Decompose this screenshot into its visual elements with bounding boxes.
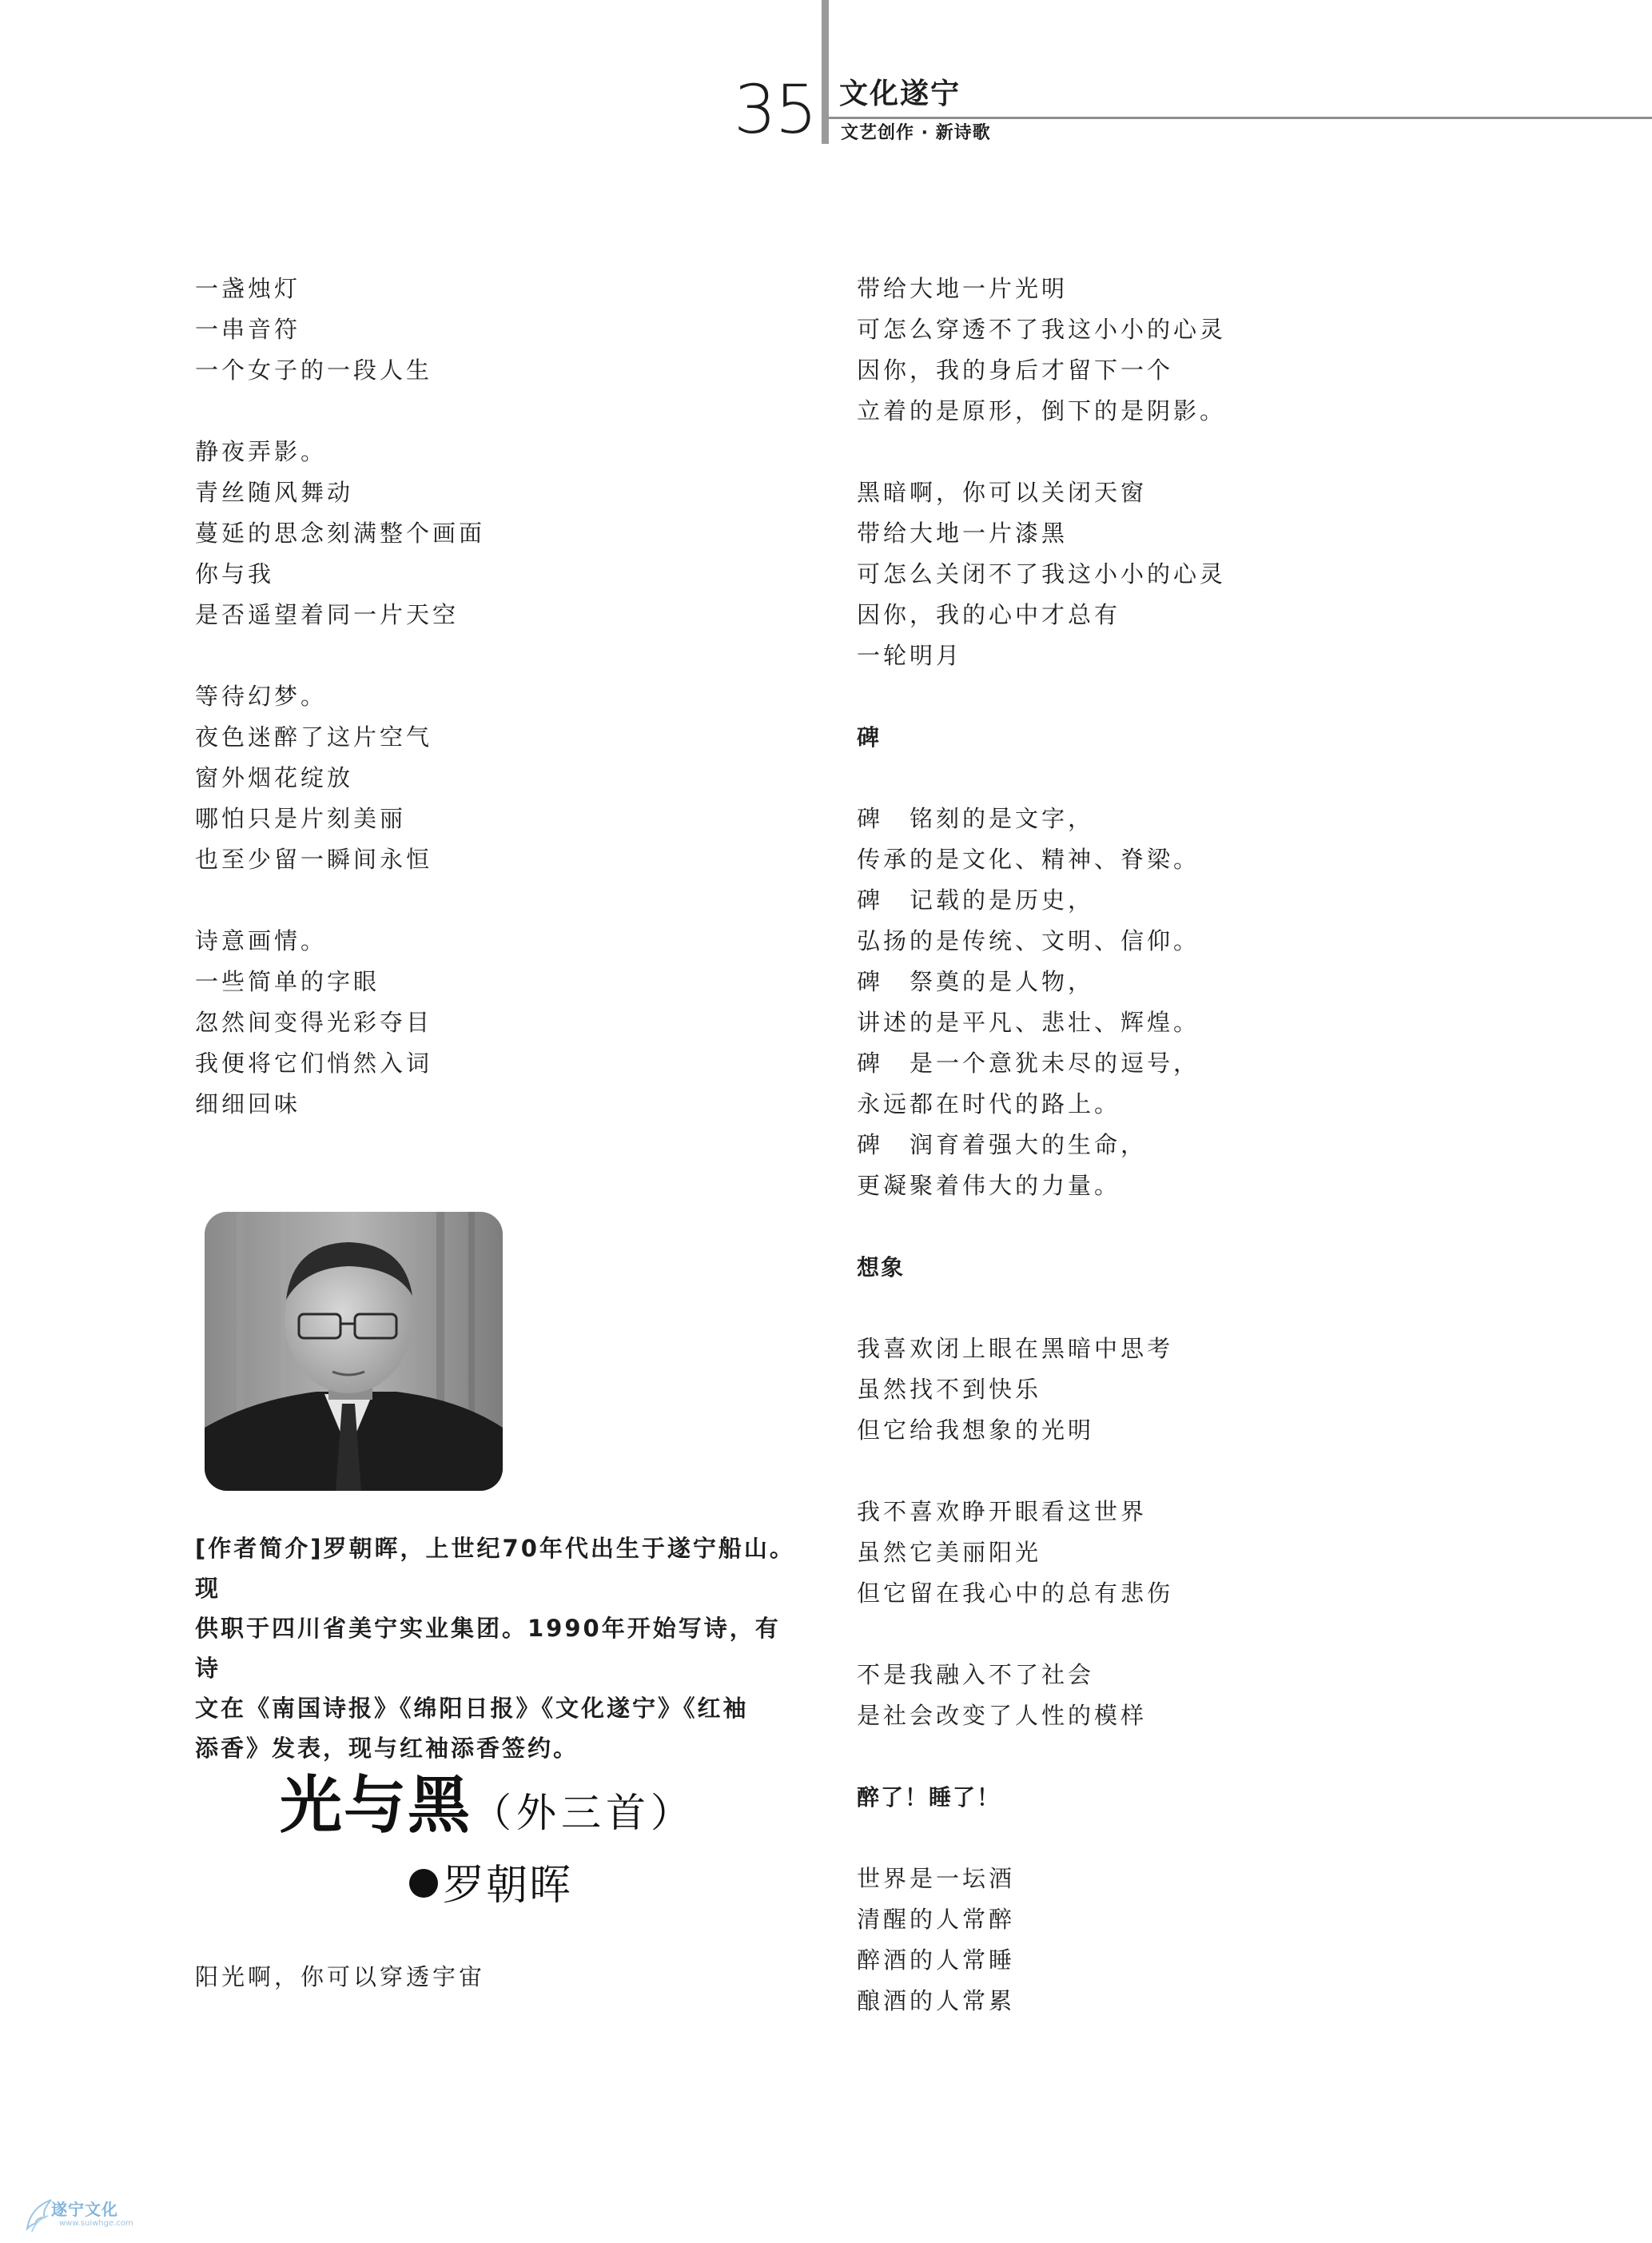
poem-line: 更凝聚着伟大的力量。 (857, 1172, 1121, 1199)
poem-line: 等待幻梦。 (195, 683, 328, 710)
poem-line: 但它留在我心中的总有悲伤 (857, 1580, 1174, 1607)
poem-subtitle-stele: 碑 (857, 724, 882, 751)
author-bio (195, 1528, 802, 1768)
header-horizontal-rule (829, 117, 1652, 119)
right-poem-column (857, 269, 1576, 2022)
poem-byline (409, 1851, 572, 1911)
bio-line: 文在《南国诗报》《绵阳日报》《文化遂宁》《红袖 (195, 1695, 749, 1722)
poem-line: 黑暗啊，你可以关闭天窗 (857, 479, 1148, 506)
stanza-gap (857, 1614, 1576, 1655)
poem-subtitle-imagination: 想象 (857, 1254, 906, 1281)
author-photo (205, 1212, 503, 1491)
site-watermark (24, 2197, 184, 2238)
stanza-gap (857, 1818, 1576, 1859)
poem-line: 我便将它们悄然入词 (195, 1050, 433, 1077)
stanza-gap (195, 635, 802, 676)
poem-line: 碑 铭刻的是文字， (857, 805, 1095, 832)
watermark-text: 遂宁文化 (51, 2200, 118, 2219)
poem-line: 一串音符 (195, 316, 301, 343)
bio-line: 供职于四川省美宁实业集团。1990年开始写诗，有诗 (195, 1615, 781, 1682)
poem-title-subtitle: （外三首） (472, 1790, 696, 1836)
page-number: 35 (734, 70, 816, 149)
poem-line: 细细回味 (195, 1090, 301, 1118)
stanza-gap (857, 1451, 1576, 1492)
stanza-gap (195, 391, 802, 432)
poem-line: 静夜弄影。 (195, 438, 328, 465)
bullet-icon (409, 1869, 438, 1898)
poem-line: 我不喜欢睁开眼看这世界 (857, 1498, 1148, 1525)
poem-line: 夜色迷醉了这片空气 (195, 723, 433, 751)
poem-line: 诗意画情。 (195, 927, 328, 954)
stanza-gap (857, 676, 1576, 717)
poem-line: 清醒的人常醉 (857, 1906, 1016, 1933)
poem-line: 一盏烛灯 (195, 275, 301, 302)
stanza-gap (857, 432, 1576, 472)
poem-line: 可怎么关闭不了我这小小的心灵 (857, 560, 1227, 588)
poem-line: 讲述的是平凡、悲壮、辉煌。 (857, 1009, 1200, 1036)
poem-line: 因你，我的心中才总有 (857, 601, 1121, 628)
watermark-url: www.suiwhge.com (59, 2219, 133, 2228)
poem-line: 虽然它美丽阳光 (857, 1539, 1042, 1566)
poem-line: 哪怕只是片刻美丽 (195, 805, 407, 832)
poem-line: 碑 是一个意犹未尽的逗号， (857, 1050, 1200, 1077)
stanza-gap (857, 1736, 1576, 1777)
poem-line: 弘扬的是传统、文明、信仰。 (857, 927, 1200, 954)
header-vertical-rule (822, 0, 829, 144)
poem-line: 酿酒的人常累 (857, 1987, 1016, 2014)
poem-line: 一个女子的一段人生 (195, 357, 433, 384)
poem-line: 碑 润育着强大的生命， (857, 1131, 1148, 1158)
poem-line: 忽然间变得光彩夺目 (195, 1009, 433, 1036)
stanza-gap (195, 880, 802, 921)
left-poem-column (195, 269, 802, 1125)
poem-line: 我喜欢闭上眼在黑暗中思考 (857, 1335, 1174, 1362)
poem-line: 你与我 (195, 560, 275, 588)
poem-line: 青丝随风舞动 (195, 479, 354, 506)
bio-text: 罗朝晖，上世纪70年代出生于遂宁船山。现 (195, 1535, 795, 1602)
bio-label: [作者简介] (195, 1535, 324, 1562)
poem-line: 是否遥望着同一片天空 (195, 601, 460, 628)
stanza-gap (857, 758, 1576, 799)
poem-line: 碑 记载的是历史， (857, 886, 1095, 914)
poem-line: 带给大地一片漆黑 (857, 520, 1069, 547)
poem-first-line: 阳光啊，你可以穿透宇宙 (195, 1963, 486, 1990)
bio-line (195, 1528, 802, 1608)
poem-line: 虽然找不到快乐 (857, 1376, 1042, 1403)
poem-line: 可怎么穿透不了我这小小的心灵 (857, 316, 1227, 343)
stanza-gap (857, 1206, 1576, 1247)
poem-line: 碑 祭奠的是人物， (857, 968, 1095, 995)
poem-line: 也至少留一瞬间永恒 (195, 846, 433, 873)
poem-line: 永远都在时代的路上。 (857, 1090, 1121, 1118)
poem-line: 带给大地一片光明 (857, 275, 1069, 302)
poem-line: 不是我融入不了社会 (857, 1661, 1095, 1688)
poem-line: 蔓延的思念刻满整个画面 (195, 520, 486, 547)
poem-title-main: 光与黑 (280, 1770, 472, 1842)
poem-line: 窗外烟花绽放 (195, 764, 354, 791)
poem-line: 一些简单的字眼 (195, 968, 380, 995)
magazine-title: 文化遂宁 (839, 78, 961, 110)
poem-line: 传承的是文化、精神、脊梁。 (857, 846, 1200, 873)
section-label: 文艺创作 · 新诗歌 (841, 123, 991, 143)
poem-line: 立着的是原形，倒下的是阴影。 (857, 397, 1227, 424)
byline-name: 罗朝晖 (443, 1862, 573, 1910)
poem-subtitle-drunk-asleep: 醉了！睡了！ (857, 1784, 1001, 1811)
poem-line: 一轮明月 (857, 642, 963, 669)
poem-line: 因你，我的身后才留下一个 (857, 357, 1174, 384)
poem-line: 醉酒的人常睡 (857, 1946, 1016, 1974)
poem-line: 世界是一坛酒 (857, 1865, 1016, 1892)
poem-title (280, 1755, 695, 1845)
poem-line: 但它给我想象的光明 (857, 1416, 1095, 1444)
poem-line: 是社会改变了人性的模样 (857, 1702, 1148, 1729)
stanza-gap (857, 1288, 1576, 1329)
bio-line: 添香》发表，现与红袖添香签约。 (195, 1735, 579, 1762)
